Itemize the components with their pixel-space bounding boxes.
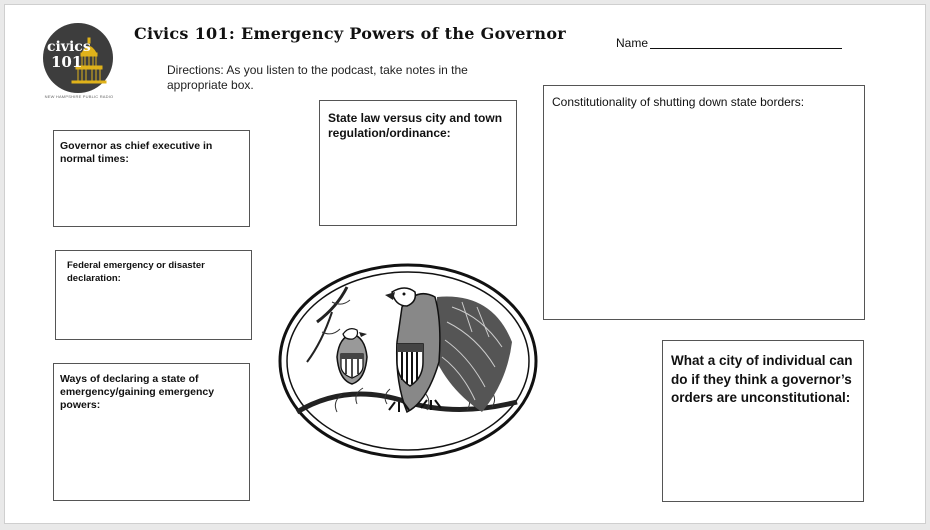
box-label: Governor as chief executive in normal times: bbox=[60, 140, 213, 165]
name-line bbox=[650, 48, 842, 49]
eagle-seal-icon bbox=[277, 262, 539, 460]
name-label: Name bbox=[616, 36, 649, 50]
notes-box-governor-chief-executive[interactable] bbox=[53, 130, 250, 227]
page-title: Civics 101: Emergency Powers of the Governor bbox=[134, 24, 567, 43]
directions-text: Directions: As you listen to the podcast, take notes in the appropriate box. bbox=[167, 63, 468, 92]
notes-box-city-individual[interactable] bbox=[662, 340, 864, 502]
box-label: Ways of declaring a state of emergency/gaining emergency powers: bbox=[60, 373, 215, 411]
logo-subtitle: NEW HAMPSHIRE PUBLIC RADIO bbox=[44, 94, 114, 99]
notes-box-ways-declaring[interactable] bbox=[53, 363, 250, 501]
svg-text:civics: civics bbox=[47, 39, 91, 55]
civics-101-logo-icon bbox=[42, 22, 114, 94]
notes-box-constitutionality[interactable] bbox=[543, 85, 865, 320]
notes-box-state-vs-city[interactable] bbox=[319, 100, 517, 226]
box-label: What a city of individual can do if they think a governor’s orders are unconstitutional: bbox=[671, 353, 853, 405]
box-label: State law versus city and town regulation/ordinance: bbox=[328, 111, 503, 140]
box-label: Federal emergency or disaster declaration: bbox=[67, 260, 205, 284]
svg-text:101: 101 bbox=[51, 53, 83, 71]
notes-box-federal-emergency[interactable] bbox=[55, 250, 252, 340]
box-label: Constitutionality of shutting down state borders: bbox=[552, 95, 805, 109]
